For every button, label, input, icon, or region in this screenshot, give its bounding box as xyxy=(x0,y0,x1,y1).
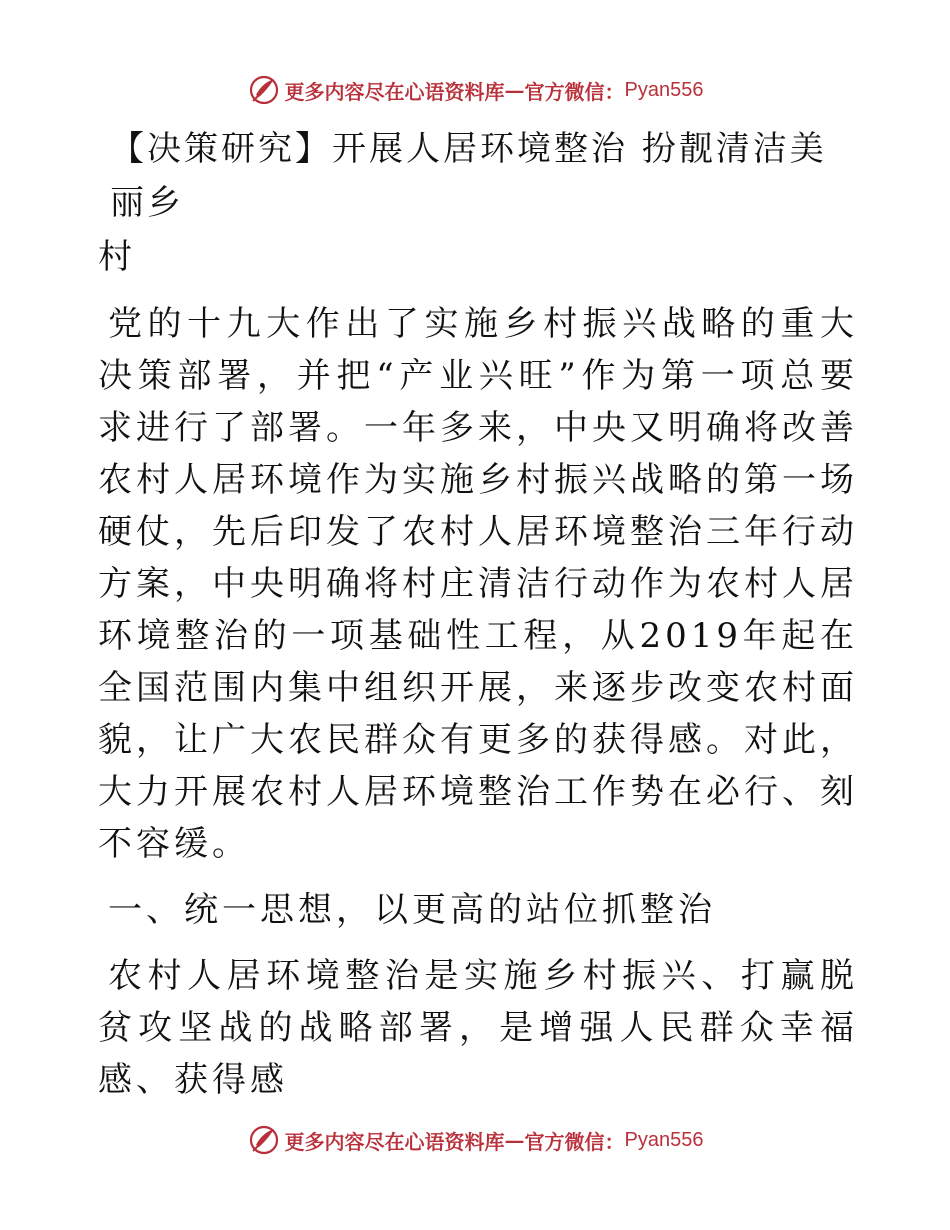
footer-banner xyxy=(0,1120,950,1160)
footer-banner-dash: — xyxy=(504,1128,525,1152)
header-banner xyxy=(0,70,950,110)
paragraph-1: 党的十九大作出了实施乡村振兴战略的重大决策部署，并把“产业兴旺”作为第一项总要求进行了部署。一年多来，中央又明确将改善农村人居环境作为实施乡村振兴战略的第一场硬仗，先后印发了农村人居环境整治三年行动方案，中央明确将村庄清洁行动作为农村人居环境整治的一项基础性工程，从2019年起在全国范围内集中组织开展，来逐步改变农村面貌，让广大农民群众有更多的获得感。对此，大力开展农村人居环境整治工作势在必行、刻不容缓。 xyxy=(98,304,858,864)
pen-logo-icon xyxy=(247,1123,281,1157)
header-banner-dash: — xyxy=(504,78,525,102)
title-line-1: 【决策研究】开展人居环境整治 扮靓清洁美丽乡 xyxy=(110,129,827,223)
document-body xyxy=(98,122,858,1120)
document-title xyxy=(98,122,858,284)
paragraph-2: 农村人居环境整治是实施乡村振兴、打赢脱贫攻坚战的战略部署，是增强人民群众幸福感、获得感 xyxy=(98,956,858,1100)
footer-banner-contact: 官方微信： xyxy=(524,1129,625,1154)
pen-logo-icon xyxy=(247,73,281,107)
header-banner-contact: 官方微信： xyxy=(524,79,625,104)
footer-banner-text: 更多内容尽在心语资料库 xyxy=(284,1129,505,1154)
header-banner-text: 更多内容尽在心语资料库 xyxy=(284,79,505,104)
header-wechat-id: Pyan556 xyxy=(624,78,704,101)
section-1-heading: 一、统一思想，以更高的站位抓整治 xyxy=(108,890,716,930)
footer-wechat-id: Pyan556 xyxy=(624,1128,704,1151)
title-line-2: 村 xyxy=(98,237,135,277)
